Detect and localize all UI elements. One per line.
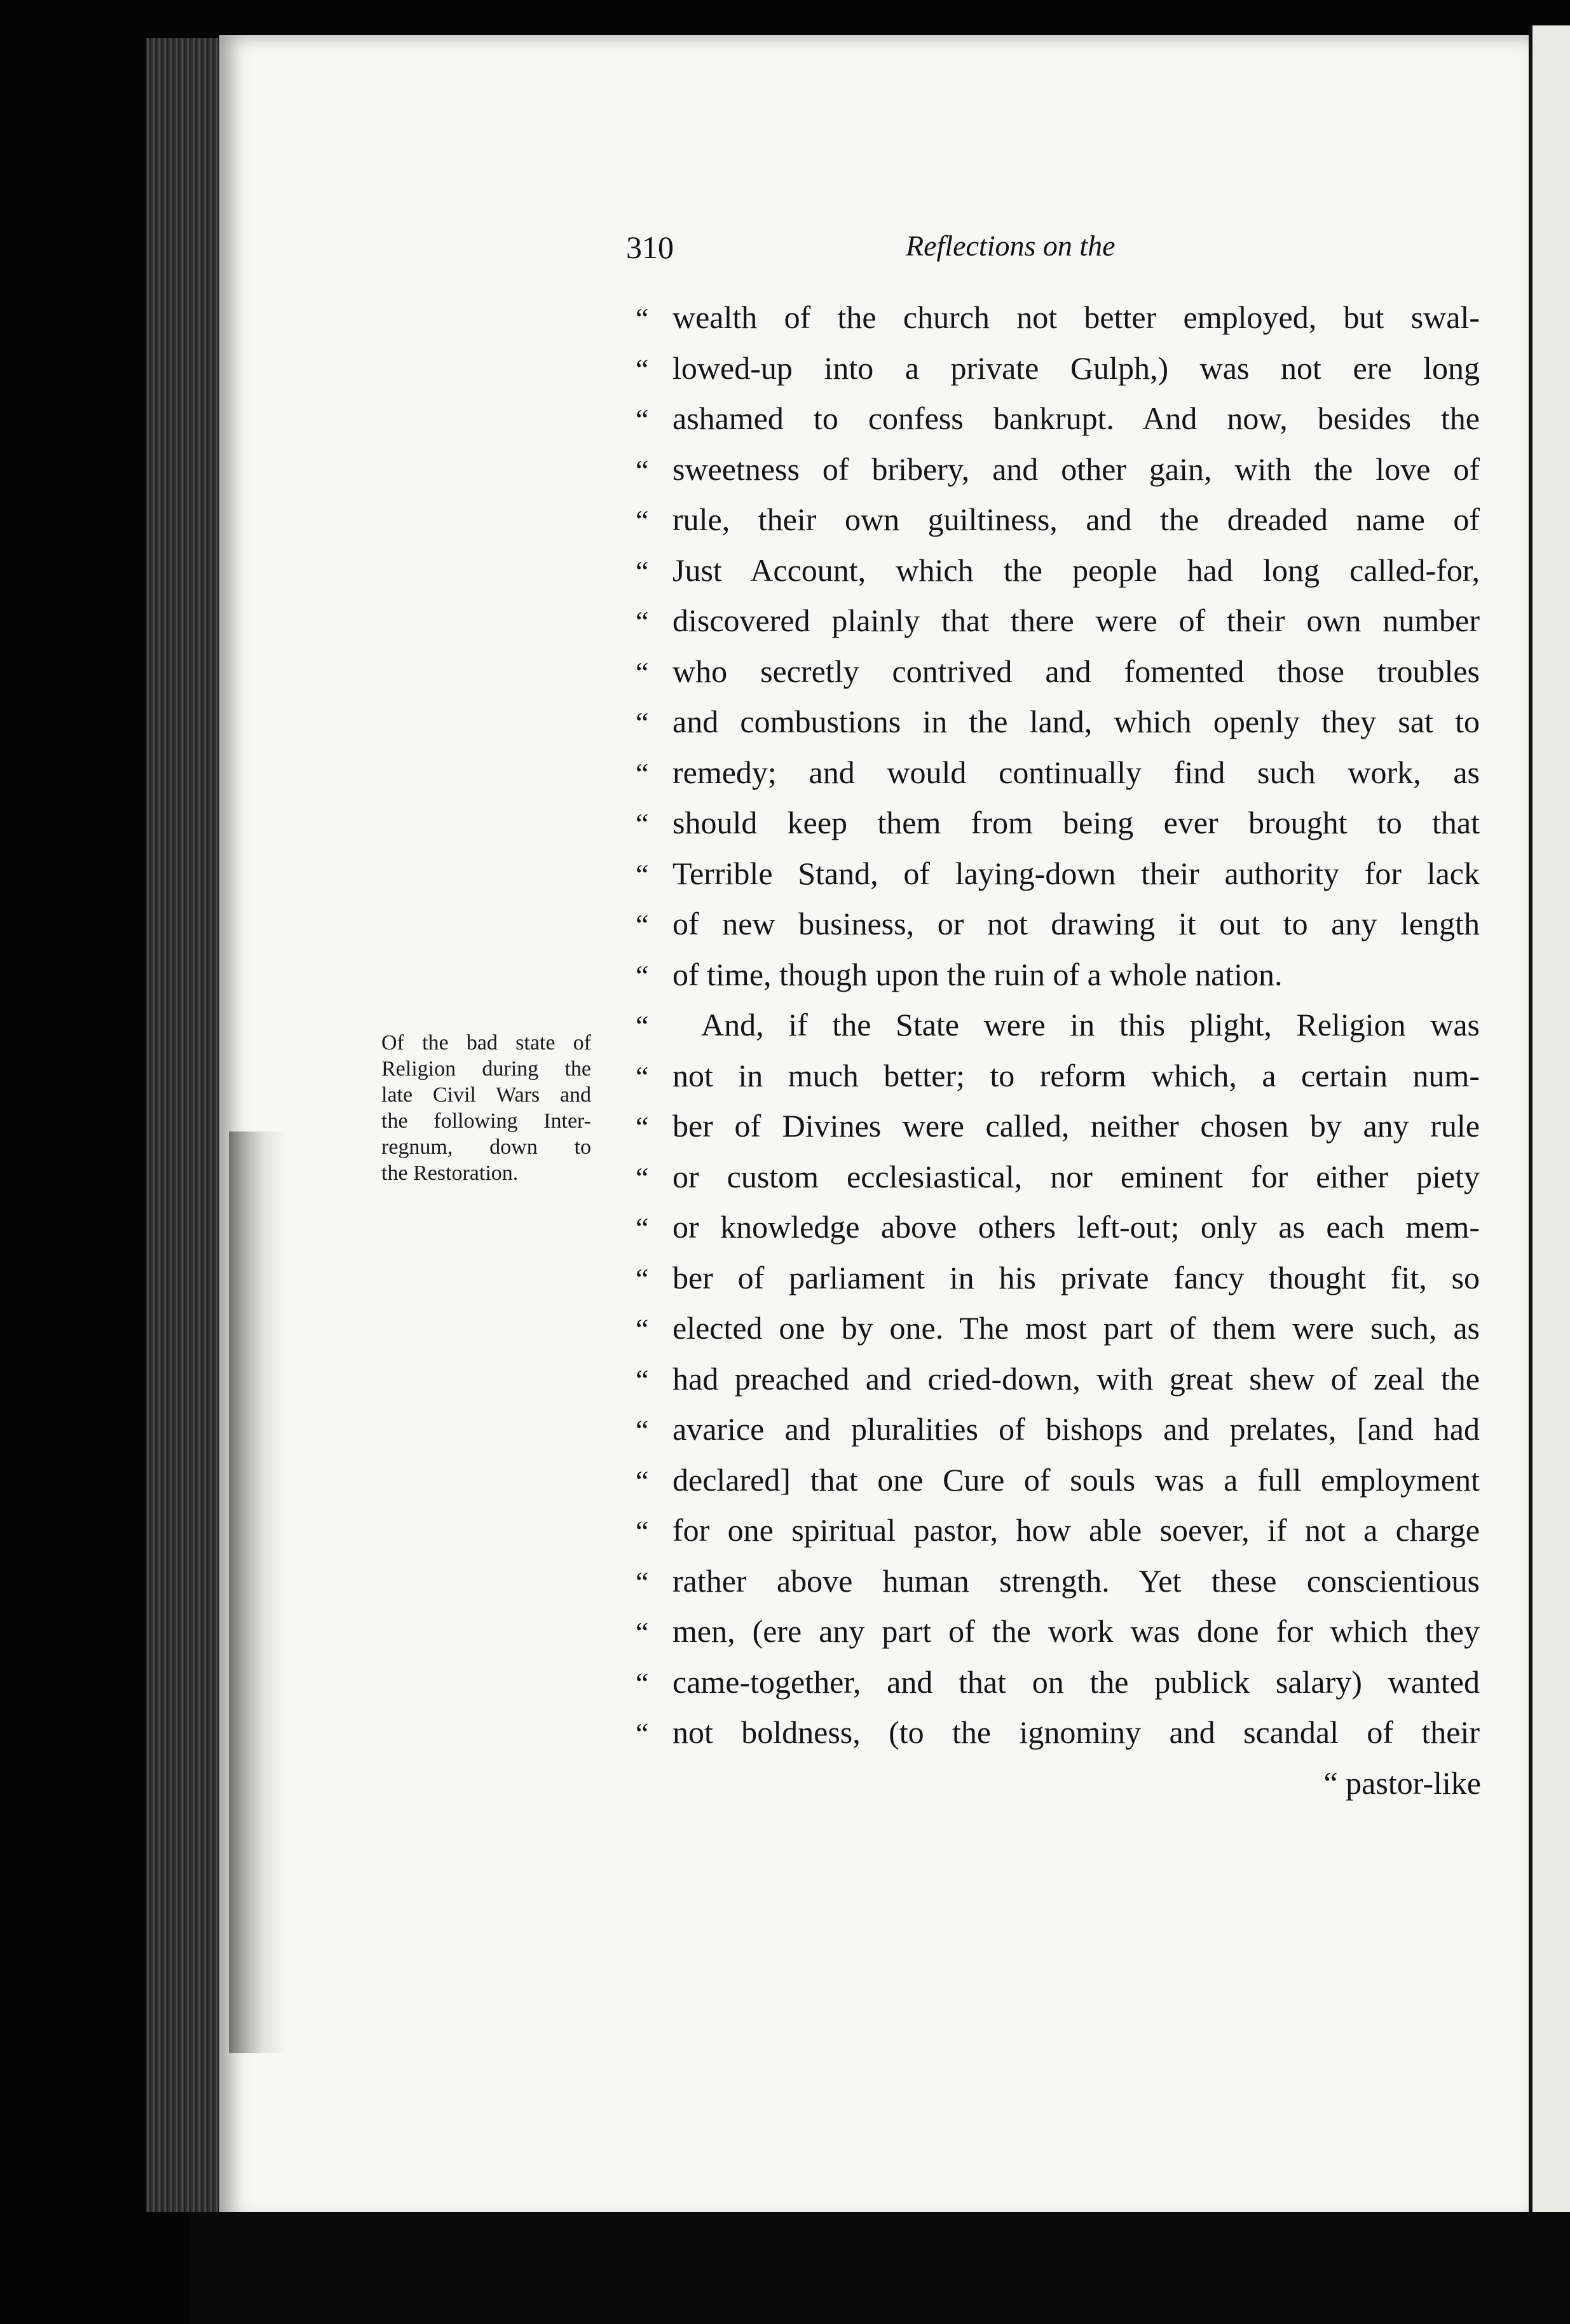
running-head: [626, 229, 1185, 273]
line-text: should keep them from being ever brought to that: [672, 805, 1480, 840]
quote-mark: “: [636, 1363, 649, 1396]
text-line: [636, 1152, 1487, 1203]
quote-mark: “: [636, 1717, 649, 1749]
line-text: elected one by one. The most part of them were such, as: [672, 1310, 1480, 1346]
text-line: [636, 495, 1487, 545]
facing-page-edge: [1529, 25, 1570, 2225]
quote-mark: “: [636, 807, 649, 840]
text-line: [636, 1707, 1487, 1758]
text-line: [636, 1101, 1487, 1152]
line-text: lowed-up into a private Gulph,) was not ere long: [672, 350, 1480, 386]
line-text: discovered plainly that there were of their own number: [672, 603, 1480, 638]
quote-mark: “: [636, 1666, 649, 1699]
text-line: [636, 950, 1487, 1001]
text-line: [636, 849, 1487, 899]
line-text: not in much better; to reform which, a certain num-: [672, 1057, 1480, 1093]
text-line: [636, 899, 1487, 950]
marginal-note-line: late Civil Wars and: [381, 1083, 591, 1107]
catchword: “ pastor-like: [1323, 1765, 1481, 1801]
quote-mark: “: [636, 1565, 649, 1598]
quote-mark: “: [636, 1464, 649, 1497]
text-line: [636, 1556, 1487, 1607]
line-text: wealth of the church not better employed, but swal-: [672, 299, 1480, 335]
text-line: [636, 1051, 1487, 1102]
line-text: Just Account, which the people had long called-for,: [672, 552, 1480, 588]
text-line: [636, 1354, 1487, 1405]
quote-mark: “: [636, 1616, 649, 1648]
line-text: rather above human strength. Yet these conscientious: [672, 1562, 1480, 1599]
line-text: Terrible Stand, of laying-down their authority for lack: [672, 855, 1480, 891]
quote-mark: “: [636, 504, 649, 537]
quote-mark: “: [636, 706, 649, 739]
line-text: who secretly contrived and fomented those troubles: [672, 653, 1480, 689]
line-text: ashamed to confess bankrupt. And now, besides the: [672, 400, 1480, 436]
line-text: or knowledge above others left-out; only as each mem-: [672, 1209, 1480, 1245]
line-text: men, (ere any part of the work was done for which they: [672, 1613, 1480, 1649]
quote-mark: “: [636, 1161, 649, 1194]
text-line: [636, 798, 1487, 849]
text-line: [636, 292, 1487, 343]
line-text: of time, though upon the ruin of a whole nation.: [672, 956, 1283, 992]
line-text: ber of parliament in his private fancy thought fit, so: [672, 1259, 1480, 1295]
line-text: avarice and pluralities of bishops and prelates, [and had: [672, 1411, 1480, 1447]
line-text: sweetness of bribery, and other gain, with the love of: [672, 451, 1480, 487]
line-text: came-together, and that on the publick salary) wanted: [672, 1664, 1480, 1700]
text-line: [636, 1505, 1487, 1556]
running-head-title: Reflections on the: [906, 229, 1116, 262]
marginal-note-line: the Restoration.: [381, 1161, 519, 1185]
quote-mark: “: [636, 1111, 649, 1143]
text-line: [636, 1606, 1487, 1657]
text-line: [636, 444, 1487, 495]
text-line: [636, 1303, 1487, 1354]
text-line: [636, 646, 1487, 697]
quote-mark: “: [636, 554, 649, 587]
quote-mark: “: [636, 605, 649, 638]
line-text: or custom ecclesiastical, nor eminent for either piety: [672, 1158, 1480, 1194]
marginal-note-line: regnum, down to: [381, 1135, 591, 1159]
text-line: [636, 343, 1487, 394]
text-line: [636, 1657, 1487, 1708]
text-line: [636, 1000, 1487, 1051]
line-text: had preached and cried-down, with great shew of zeal the: [672, 1360, 1480, 1397]
quote-mark: “: [636, 959, 649, 992]
quote-mark: “: [636, 453, 649, 486]
quote-mark: “: [636, 1009, 649, 1042]
quote-mark: “: [636, 403, 649, 435]
quote-mark: “: [636, 302, 649, 334]
text-line: [636, 748, 1487, 798]
line-text: declared] that one Cure of souls was a full employment: [672, 1461, 1480, 1498]
text-line: [636, 596, 1487, 646]
line-text: and combustions in the land, which openly they sat to: [672, 704, 1480, 739]
gutter-shadow: [229, 1131, 286, 2053]
quote-mark: “: [636, 756, 649, 789]
text-line: [636, 1253, 1487, 1304]
quote-mark: “: [636, 655, 649, 688]
line-text: remedy; and would continually find such work, as: [672, 754, 1480, 790]
text-line: [636, 697, 1487, 748]
quote-mark: “: [636, 1060, 649, 1093]
text-line: [636, 1202, 1487, 1253]
text-line: [636, 545, 1487, 596]
text-line: [636, 1404, 1487, 1455]
line-text: rule, their own guiltiness, and the dreaded name of: [672, 502, 1480, 537]
quote-mark: “: [636, 1212, 649, 1244]
quote-mark: “: [636, 908, 649, 941]
line-text: of new business, or not drawing it out to any length: [672, 906, 1480, 941]
quote-mark: “: [636, 1515, 649, 1547]
quote-mark: “: [636, 1414, 649, 1446]
quote-mark: “: [636, 858, 649, 891]
scanner-bottom-band: [191, 2212, 1570, 2324]
line-text: ber of Divines were called, neither chosen by any rule: [672, 1108, 1480, 1144]
quote-mark: “: [636, 1262, 649, 1295]
page-number: 310: [626, 229, 674, 265]
marginal-note-line: the following Inter-: [381, 1109, 591, 1133]
quote-mark: “: [636, 352, 649, 385]
body-text: [636, 292, 1487, 1808]
line-text: not boldness, (to the ignominy and scandal of their: [672, 1714, 1480, 1750]
quote-mark: “: [636, 1313, 649, 1345]
line-text: And, if the State were in this plight, Religion was: [701, 1007, 1480, 1042]
text-line: [636, 1455, 1487, 1506]
marginal-note-line: Religion during the: [381, 1057, 591, 1081]
text-line: [636, 393, 1487, 444]
marginal-note: [381, 1030, 591, 1186]
line-text: for one spiritual pastor, how able soever, if not a charge: [672, 1512, 1480, 1548]
marginal-note-line: Of the bad state of: [381, 1031, 591, 1055]
